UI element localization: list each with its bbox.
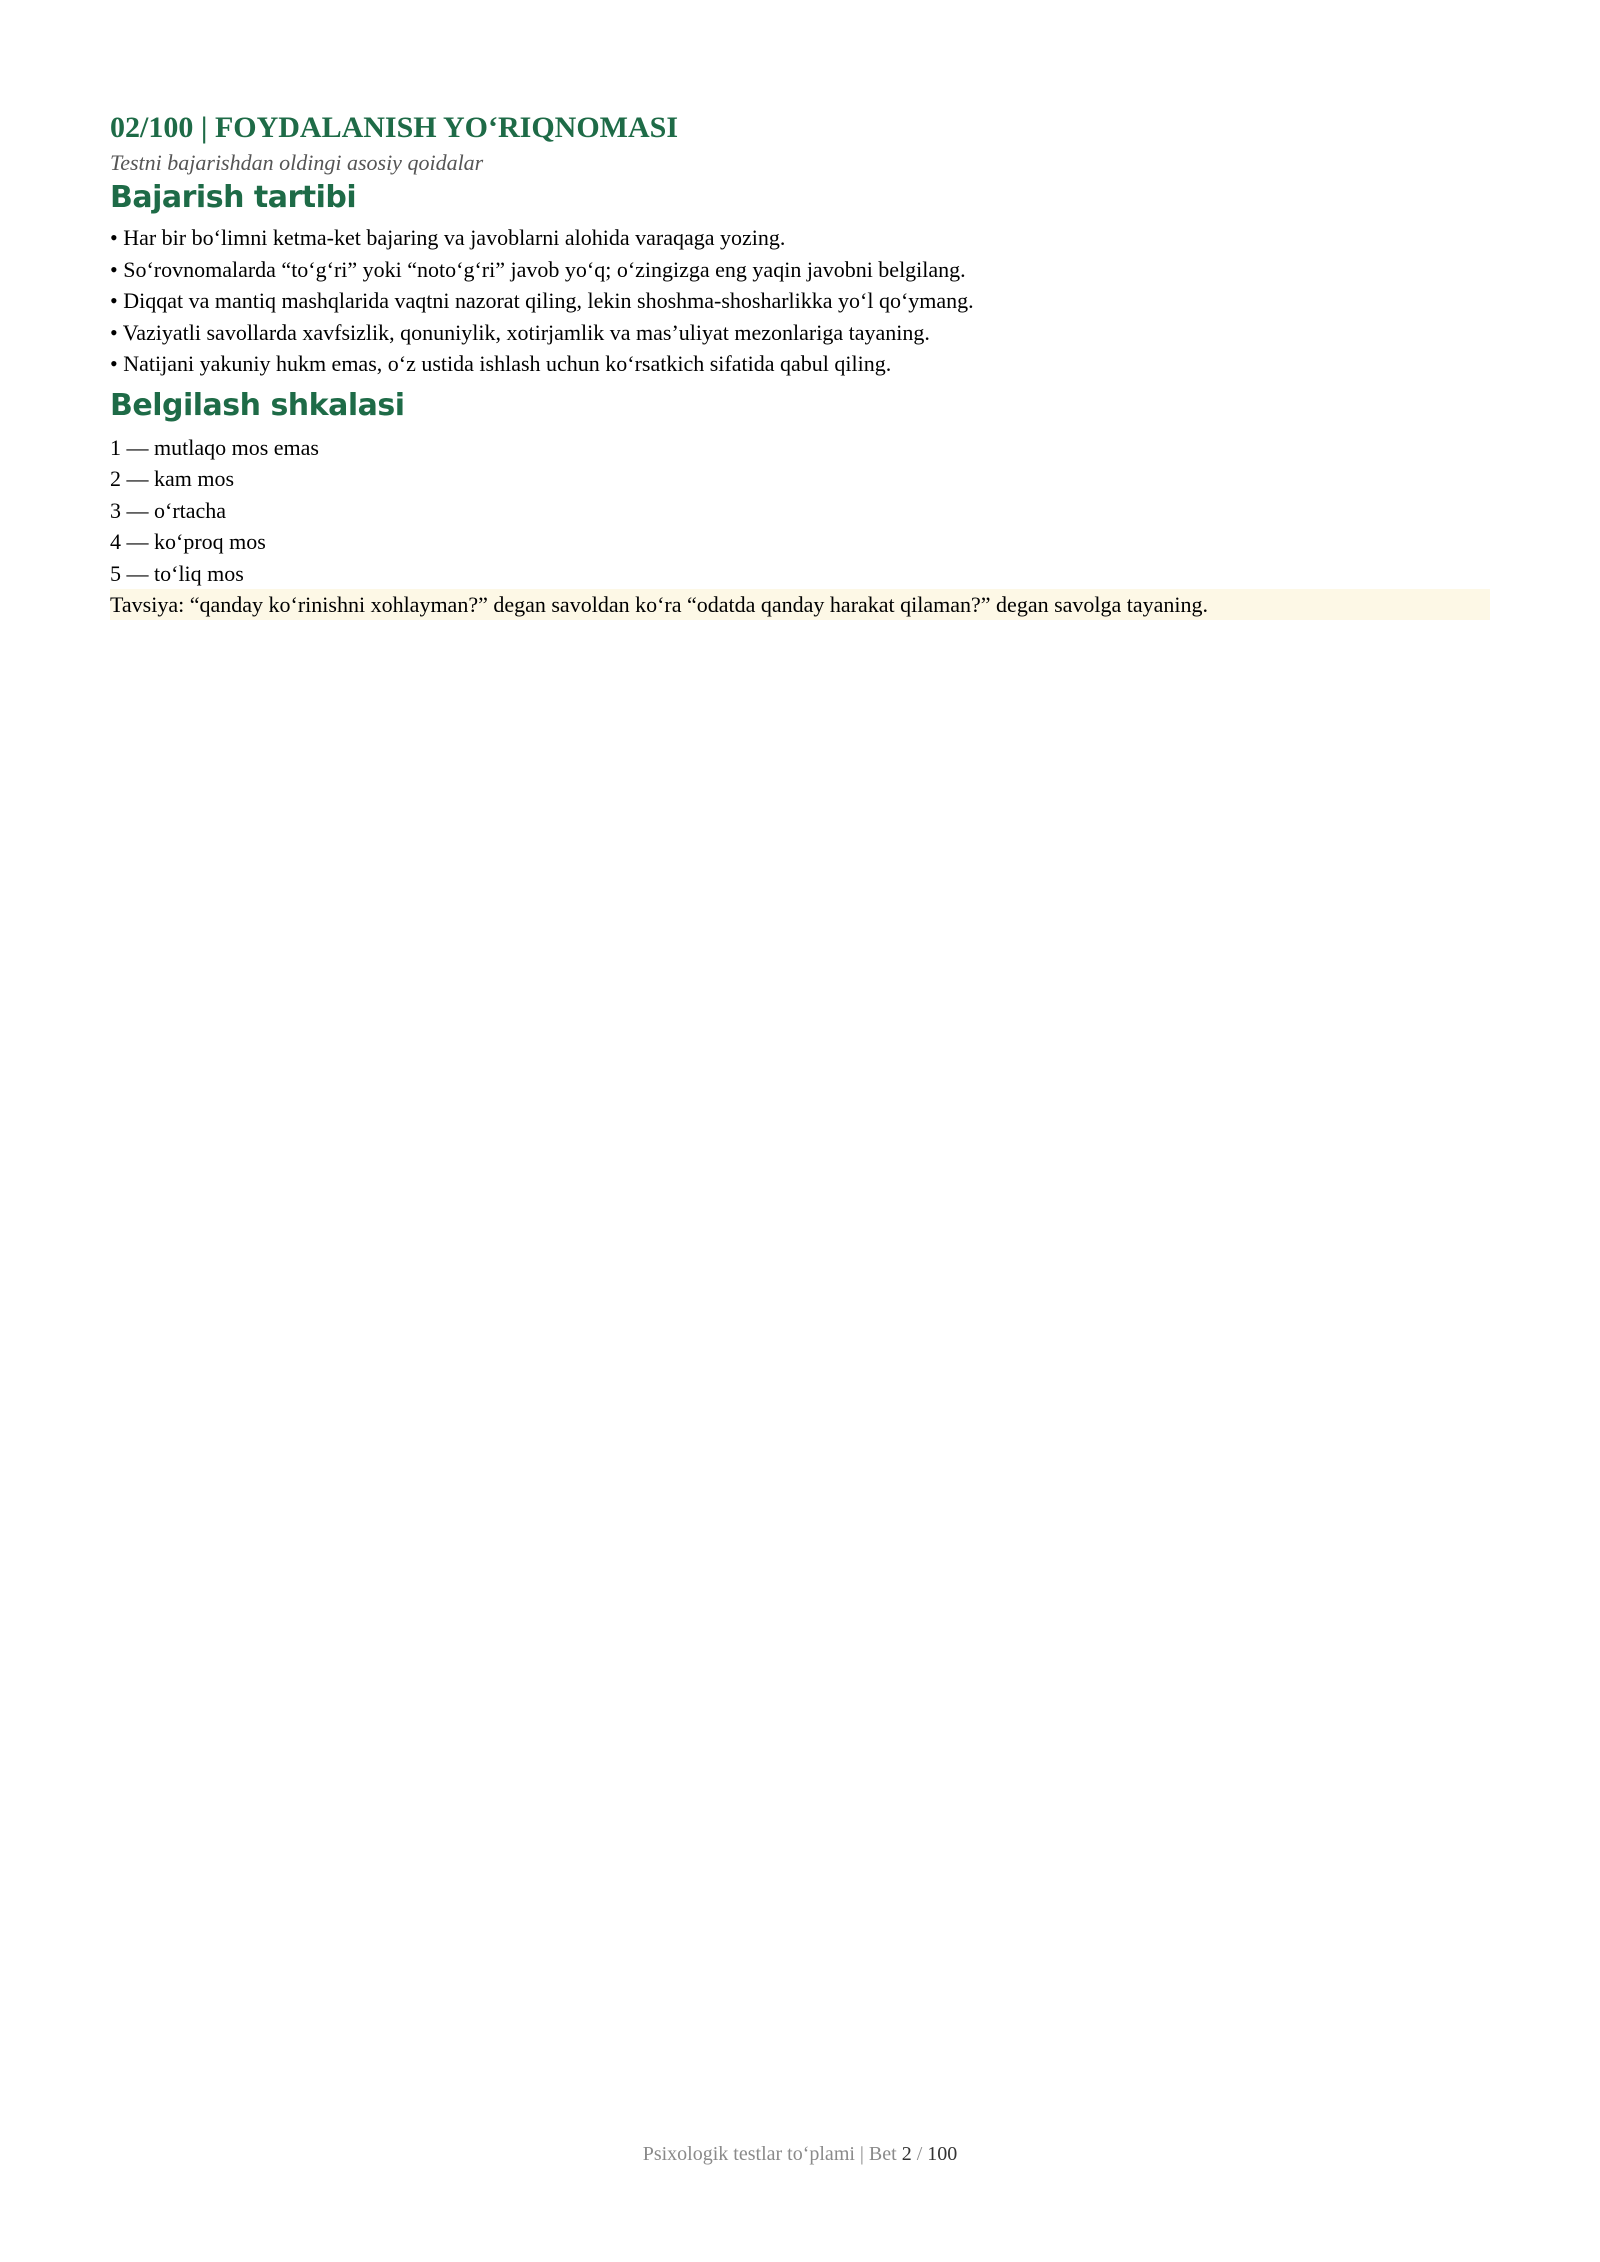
footer-total-pages: 100 (927, 2143, 958, 2165)
scale-list-item: 3 — o‘rtacha (110, 497, 227, 523)
scale-list-item: 2 — kam mos (110, 466, 235, 491)
recommendation-note: Tavsiya: “qanday ko‘rinishni xohlayman?” degan savoldan ko‘ra “odatda qanday harakat qilaman?” degan savolga tayaning. (110, 589, 1490, 620)
scale-list (110, 432, 1490, 590)
footer-separator: / (911, 2143, 928, 2165)
order-list-item: • So‘rovnomalarda “to‘g‘ri” yoki “noto‘g‘ri” javob yo‘q; o‘zingizga eng yaqin javobni belgilang. (110, 256, 966, 282)
page-subtitle: Testni bajarishdan oldingi asosiy qoidalar (110, 150, 484, 175)
section-heading-order: Bajarish tartibi (110, 180, 357, 215)
order-list-item: • Diqqat va mantiq mashqlarida vaqtni nazorat qiling, lekin shoshma-shosharlikka yo‘l qo‘ymang. (110, 288, 974, 313)
order-list (110, 222, 1490, 380)
scale-list-item: 5 — to‘liq mos (110, 560, 244, 586)
order-list-item: • Vaziyatli savollarda xavfsizlik, qonuniylik, xotirjamlik va mas’uliyat mezonlariga tayaning. (110, 319, 930, 345)
page-footer (0, 2140, 1600, 2168)
page-title: 02/100 | FOYDALANISH YO‘RIQNOMASI (110, 111, 679, 144)
scale-list-item: 1 — mutlaqo mos emas (110, 434, 319, 460)
order-list-item: • Har bir bo‘limni ketma-ket bajaring va javoblarni alohida varaqaga yozing. (110, 225, 786, 250)
footer-label: Psixologik testlar to‘plami | Bet (642, 2143, 902, 2165)
section-heading-scale: Belgilash shkalasi (110, 387, 405, 423)
page-content (110, 110, 1490, 620)
order-list-item: • Natijani yakuniy hukm emas, o‘z ustida ishlash uchun ko‘rsatkich sifatida qabul qiling. (110, 351, 892, 376)
footer-current-page: 2 (901, 2143, 912, 2165)
scale-list-item: 4 — ko‘proq mos (110, 529, 266, 554)
